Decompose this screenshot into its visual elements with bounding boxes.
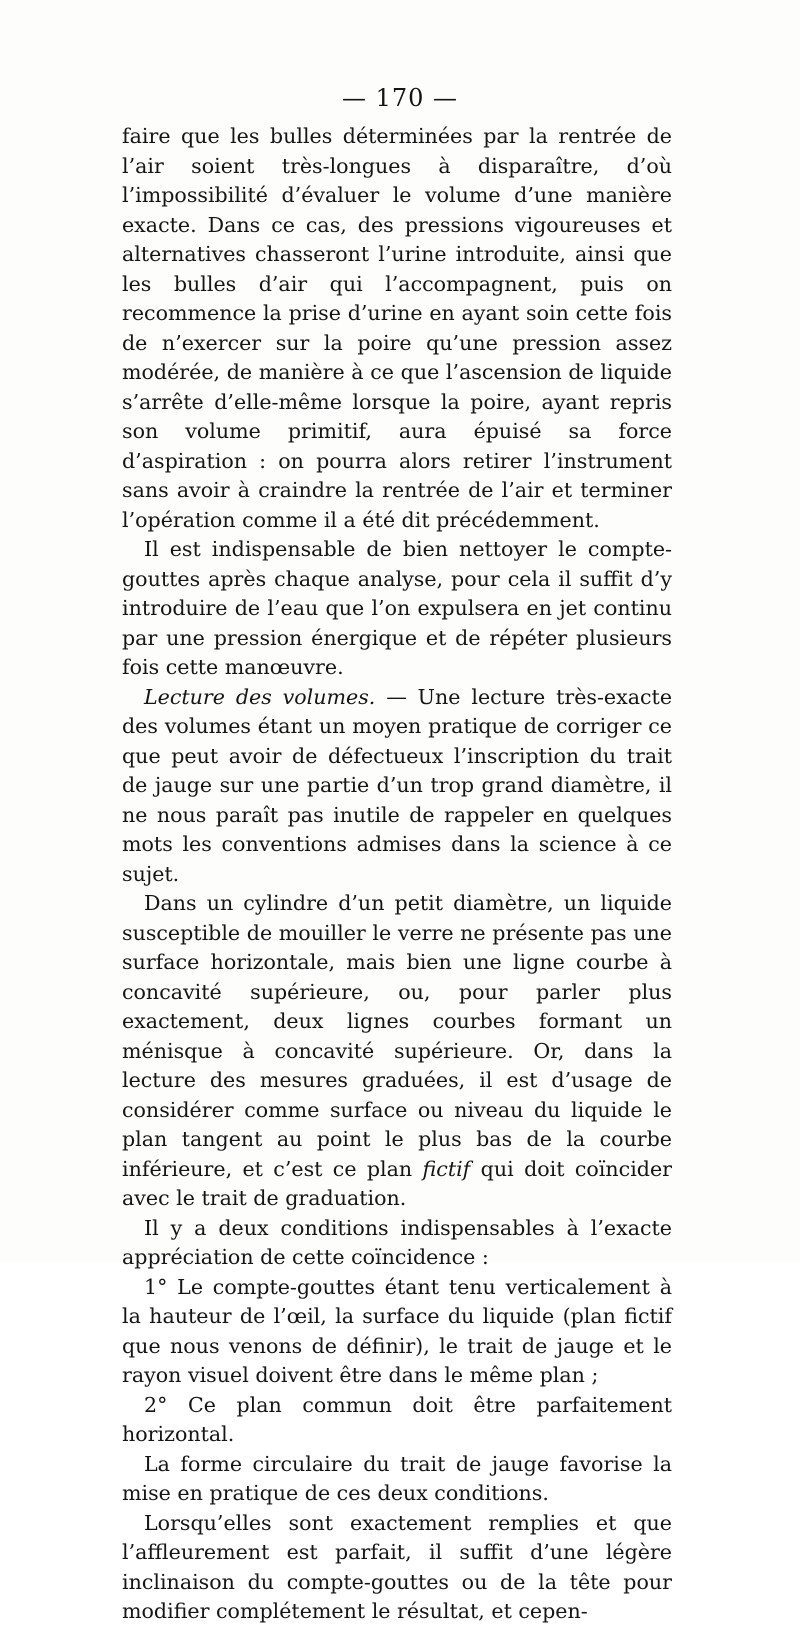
- paragraph-condition-2: 2° Ce plan commun doit être parfaitement horizontal.: [122, 1392, 672, 1446]
- cylinder-text-after: qui doit coïncider avec le trait de graduation.: [122, 1156, 672, 1210]
- cylinder-fictif: fictif: [422, 1156, 471, 1181]
- paragraph-cylinder: [122, 889, 672, 1214]
- paragraph-lecture: [122, 683, 672, 890]
- paragraph-form: La forme circulaire du trait de jauge favorise la mise en pratique de ces deux conditions.: [122, 1451, 672, 1505]
- paragraph-cleaning: Il est indispensable de bien nettoyer le compte-gouttes après chaque analyse, pour cela il suffit d’y introduire de l’eau que l’on expulsera en jet continu par une pression énergique et de répéter plusieurs fois cette manœuvre.: [122, 537, 672, 679]
- cylinder-text-before: Dans un cylindre d’un petit diamètre, un liquide susceptible de mouiller le verre ne présente pas une surface horizontale, mais bien une ligne courbe à concavité supérieure, ou, pour parler plus exactement, deux lignes courbes formant un ménisque à concavité supérieure. Or, dans la lecture des mesures graduées, il est d’usage de considérer comme surface ou niveau du liquide le plan tangent au point le plus bas de la courbe inférieure, et c’est ce plan: [122, 891, 672, 1181]
- section-title-lecture: Lecture des volumes.: [144, 684, 376, 709]
- page-number: — 170 —: [341, 84, 459, 112]
- paragraph-bubbles: faire que les bulles déterminées par la rentrée de l’air soient très-longues à disparaître, d’où l’impossibilité d’évaluer le volume d’une manière exacte. Dans ce cas, des pressions vigoureuses et alternatives chasseront l’urine introduite, ainsi que les bulles d’air qui l’accompagnent, puis on recommence la prise d’urine en ayant soin cette fois de n’exercer sur la poire qu’une pression assez modérée, de manière à ce que l’ascension de liquide s’arrête d’elle-même lorsque la poire, ayant repris son volume primitif, aura épuisé sa force d’aspiration : on pourra alors retirer l’instrument sans avoir à craindre la rentrée de l’air et terminer l’opération comme il a été dit précédemment.: [122, 124, 672, 532]
- paragraph-affleurement: Lorsqu’elles sont exactement remplies et que l’affleurement est parfait, il suffit d’une légère inclinaison du compte-gouttes ou de la tête pour modifier complétement le résultat, et cepen-: [122, 1510, 672, 1623]
- paragraph-lecture-text: — Une lecture très-exacte des volumes étant un moyen pratique de corriger ce que peut avoir de défectueux l’inscription du trait de jauge sur une partie d’un trop grand diamètre, il ne nous paraît pas inutile de rappeler en quelques mots les conventions admises dans la science à ce sujet.: [122, 684, 673, 886]
- paragraph-conditions: Il y a deux conditions indispensables à l’exacte appréciation de cette coïncidence :: [122, 1215, 672, 1269]
- body-text: [122, 122, 672, 1627]
- paragraph-condition-1: 1° Le compte-gouttes étant tenu verticalement à la hauteur de l’œil, la surface du liquide (plan fictif que nous venons de définir), le trait de jauge et le rayon visuel doivent être dans le même plan ;: [122, 1274, 672, 1387]
